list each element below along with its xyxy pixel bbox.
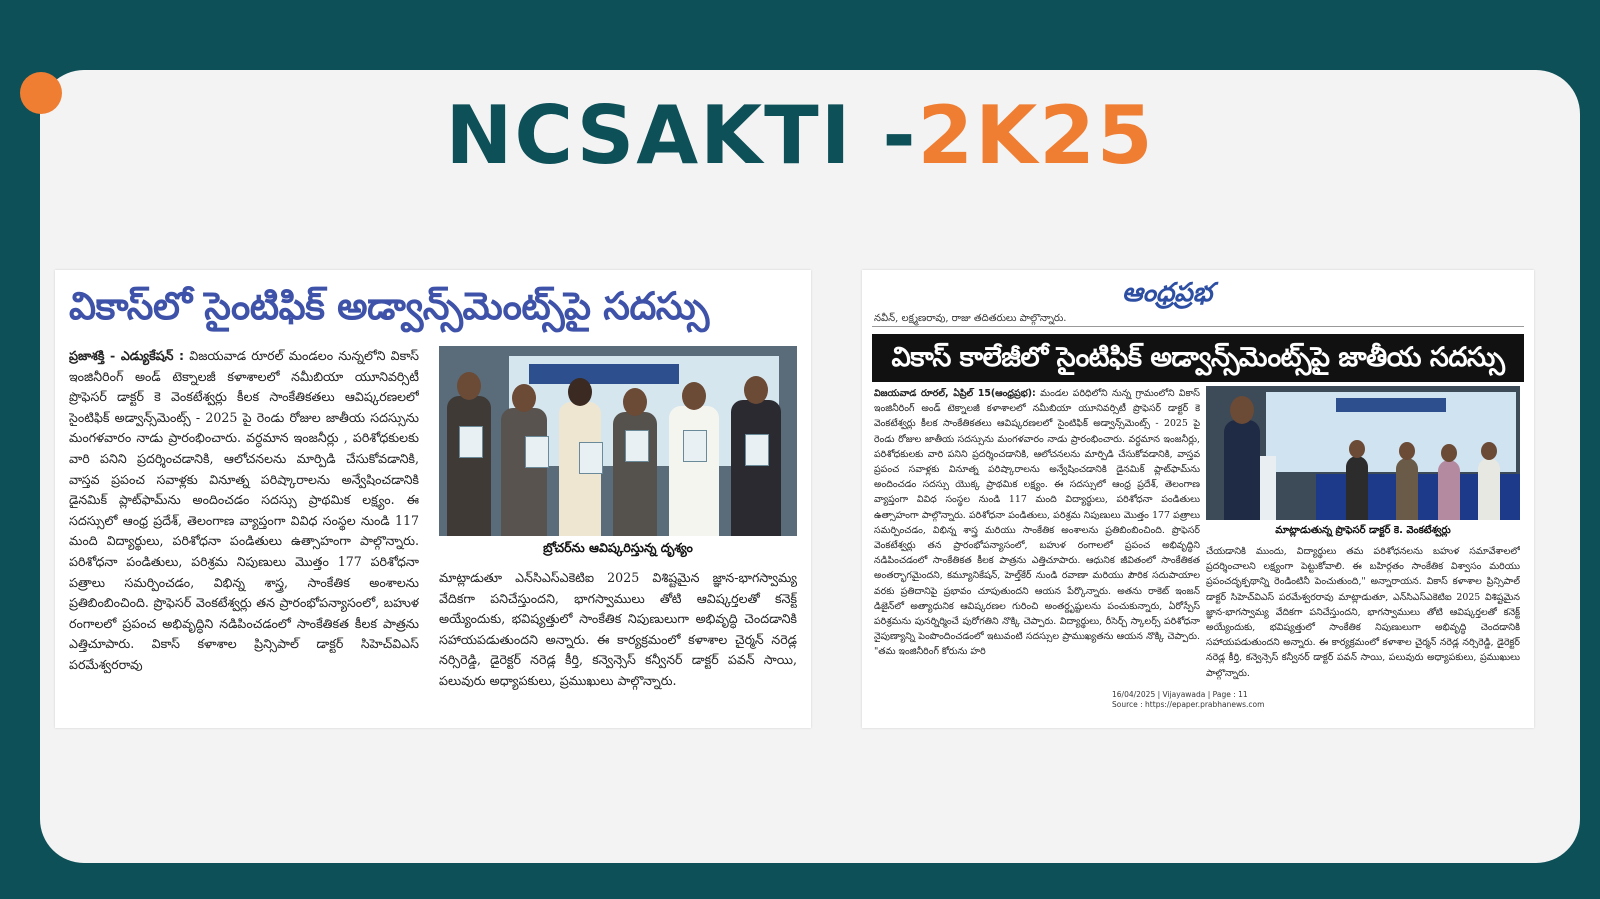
page-title xyxy=(0,86,1600,186)
title-accent: 2K25 xyxy=(917,89,1155,182)
clipping-body xyxy=(69,346,797,720)
epaper-source-footer xyxy=(1112,690,1264,710)
footer-date-page: 16/04/2025 | Vijayawada | Page : 11 xyxy=(1112,690,1248,699)
article-dateline: ప్రజాశక్తి - ఎడ్యుకేషన్ : xyxy=(69,348,185,363)
article-column-2: మాట్లాడుతూ ఎన్‌సిఎస్ఎకెటిఐ 2025 విశిష్టమైన జ్ఞాన-భాగస్వామ్య వేదికగా పనిచేస్తుందని, భాగస్వాములు తోటి ఆవిష్కర్తలతో కనెక్ట్ అయ్యేందుకు, భవిష్యత్తులో సాంకేతిక నిపుణులుగా అభివృద్ధి చెందడానికి సహాయపడుతుందని అన్నారు. ఈ కార్యక్రమంలో కళాశాల చైర్మన్ నరెడ్ల నర్సిరెడ్డి, డైరెక్టర్ నరెడ్ల కీర్తి, కన్వెన్సెస్ కన్వీనర్ డాక్టర్ పవన్ సాయి, పలువురు అధ్యాపకులు, ప్రముఖులు పాల్గొన్నారు. xyxy=(439,570,797,688)
article-dateline: విజయవాడ రూరల్, ఏప్రిల్ 15(ఆంధ్రప్రభ): xyxy=(874,388,1036,399)
newspaper-clipping-prajasakti xyxy=(55,270,811,728)
brochure-release-photo xyxy=(439,346,797,536)
speaker-photo xyxy=(1206,386,1520,520)
article-text-1: విజయవాడ రూరల్ మండలం నున్నలోని వికాస్ ఇంజినీరింగ్ అండ్ టెక్నాలజీ కళాశాలలో నమీబియా యూనివర్సిటీ ప్రొఫెసర్ డాక్టర్ కె వెంకటేశ్వర్లు కీలక సాంకేతికతలు ఆవిష్కరణలలో సైంటిఫిక్ అడ్వాన్స్‌మెంట్స్ - 2025 పై రెండు రోజుల జాతీయ సదస్సును మంగళవారం నాడు ప్రారంభించారు. వర్ధమాన ఇంజనీర్లు , పరిశోధకులకు వారి పనిని ప్రదర్శించడానికి, ఆలోచనలను మార్పిడి చేసుకోవడానికి, వాస్తవ ప్రపంచ సవాళ్లకు వినూత్న పరిష్కారాలను అన్వేషించడానికి డైనమిక్ ప్లాట్‌ఫామ్‌ను అందించడం సదస్సు ప్రాథమిక లక్ష్యం. ఈ సదస్సులో ఆంధ్ర ప్రదేశ్, తెలంగాణ వ్యాప్తంగా వివిధ సంస్థల నుండి 117 మంది విద్యార్థులు, పరిశోధనా పండితులు ఉత్సాహంగా పాల్గొన్నారు. పరిశోధనా పండితులు, పరిశ్రమ నిపుణులు మొత్తం 177 పరిశోధనా పత్రాలు సమర్పించడం, విభిన్న శాస్త్ర, సాంకేతిక అంశాలను ప్రతిబింబించింది. ప్రొఫెసర్ వెంకటేశ్వర్లు తన ప్రారంభోపన్యాసంలో, బహుళ రంగాలలో ప్రపంచ అభివృద్ధిని నడిపించడంలో సాంకేతికత కీలక పాత్రను ఎత్తిచూపారు. వికాస్ కళాశాల ప్రిన్సిపాల్ డాక్టర్ సిహెచ్‌విఎస్ పరమేశ్వరరావు xyxy=(69,348,419,672)
photo-caption: మాట్లాడుతున్న ప్రొఫెసర్ డాక్టర్ కె. వెంకటేశ్వర్లు xyxy=(1275,525,1451,536)
article-column-2: చేయడానికి ముందు, విద్యార్థులు తమ పరిశోధనలను బహుళ సమావేశాలలో ప్రదర్శించాలని లక్ష్యంగా పెట్టుకోవాలి. ఈ బహిర్గతం సాంకేతిక విశ్వాసం మరియు ప్రపంచదృక్పథాన్ని రెండింటినీ పెంచుతుంది," అన్నారాయన. వికాస్ కళాశాల ప్రిన్సిపాల్ డాక్టర్ సిహెచ్‌విఎస్ పరమేశ్వరరావు మాట్లాడుతూ, ఎన్‌సిఎస్ఎకెటిఐ 2025 విశిష్టమైన జ్ఞాన-భాగస్వామ్య వేదికగా పనిచేస్తుందని, భాగస్వాములు తోటి ఆవిష్కర్తలతో కనెక్ట్ అయ్యేందుకు, భవిష్యత్తులో సాంకేతిక నిపుణులుగా అభివృద్ధి చెందడానికి సహాయపడుతుందని అన్నారు. ఈ కార్యక్రమంలో కళాశాల చైర్మన్ నరెడ్ల నర్సిరెడ్డి, డైరెక్టర్ నరెడ్ల కీర్తి, కన్వెన్సెస్ కన్వీనర్ డాక్టర్ పవన్ సాయి, పలువురు అధ్యాపకులు, ప్రముఖులు పాల్గొన్నారు. xyxy=(1206,546,1520,679)
divider xyxy=(872,326,1524,327)
previous-article-line: నవీన్, లక్ష్మణరావు, రాజు తదితరులు పాల్గొన్నారు. xyxy=(874,313,1067,324)
newspaper-masthead: ఆంధ్రప్రభ xyxy=(1122,278,1213,308)
newspaper-clipping-andhraprabha xyxy=(862,270,1534,728)
photo-caption: బ్రోచర్‌ను ఆవిష్కరిస్తున్న దృశ్యం xyxy=(543,540,693,555)
article-column-1 xyxy=(874,386,1200,686)
title-main: NCSAKTI - xyxy=(445,89,918,182)
clipping-headline: వికాస్ కాలేజీలో సైంటిఫిక్ అడ్వాన్స్‌మెంట్స్‌పై జాతీయ సదస్సు xyxy=(872,334,1524,382)
article-text-1: మండల పరిధిలోని నున్న గ్రామంలోని వికాస్ ఇంజినీరింగ్ అండ్ టెక్నాలజీ కళాశాలలో నమీబియా యూనివర్సిటీ ప్రొఫెసర్ డాక్టర్ కె వెంకటేశ్వర్లు కీలక సాంకేతికతలు ఆవిష్కరణలలో సైంటిఫిక్ అడ్వాన్స్‌మెంట్స్ - 2025 పై రెండు రోజుల జాతీయ సదస్సును మంగళవారం నాడు ప్రారంభించారు. వర్ధమాన ఇంజనీర్లు, పరిశోధకులకు వారి పనిని ప్రదర్శించడానికి, ఆలోచనలను మార్పిడి చేసుకోవడానికి, వాస్తవ ప్రపంచ సవాళ్లకు వినూత్న పరిష్కారాలను అన్వేషించడానికి డైనమిక్ ప్లాట్‌ఫామ్‌ను అందించడం సదస్సు యొక్క ప్రాథమిక లక్ష్యం. ఈ సదస్సులో ఆంధ్ర ప్రదేశ్, తెలంగాణ వ్యాప్తంగా వివిధ సంస్థల నుండి 117 మంది విద్యార్థులు, పరిశోధనా పండితులు ఉత్సాహంగా పాల్గొన్నారు. పరిశోధనా పండితులు, పరిశ్రమ నిపుణులు మొత్తం 177 పత్రాలు సమర్పించడం, విభిన్న శాస్త్ర మరియు సాంకేతిక అంశాలను ప్రతిబింబించింది. ప్రొఫెసర్ వెంకటేశ్వర్లు తన ప్రారంభోపన్యాసంలో, బహుళ రంగాలలో ప్రపంచ అభివృద్ధిని నడిపించడంలో సాంకేతికత కీలక పాత్రను ఎత్తిచూపారు. ఆధునిక జీవితంలో సాంకేతికత అంతర్భాగమైందని, కమ్యూనికేషన్, హెల్త్‌కేర్ నుండి రవాణా మరియు పౌరిక సదుపాయాల వరకు ప్రతిదానిపై ప్రభావం చూపుతుందని ఆయన పేర్కొన్నారు. అతను రాకెట్ ఇంజన్ డిజైన్‌లో అత్యాధునిక ఆవిష్కరణల గురించి అంతర్దృష్టులను పంచుకున్నారు, ఏరోస్పేస్ పరిశ్రమను పునర్నిర్మించే పురోగతిని నొక్కి చెప్పారు. విద్యార్థులు, రీసెర్చ్ స్కాలర్స్ పరిశోధనా నైపుణ్యాన్ని పెంపొందించడంలో ఇటువంటి సదస్సుల ప్రాముఖ్యతను ఆయన నొక్కి చెప్పారు. "తమ ఇంజినీరింగ్ కోరును హరి xyxy=(874,388,1200,658)
footer-source: Source : https://epaper.prabhanews.com xyxy=(1112,700,1265,709)
article-column-1 xyxy=(69,346,419,722)
clipping-headline: వికాస్‌లో సైంటిఫిక్ అడ్వాన్స్‌మెంట్స్‌పై సదస్సు xyxy=(69,284,709,328)
